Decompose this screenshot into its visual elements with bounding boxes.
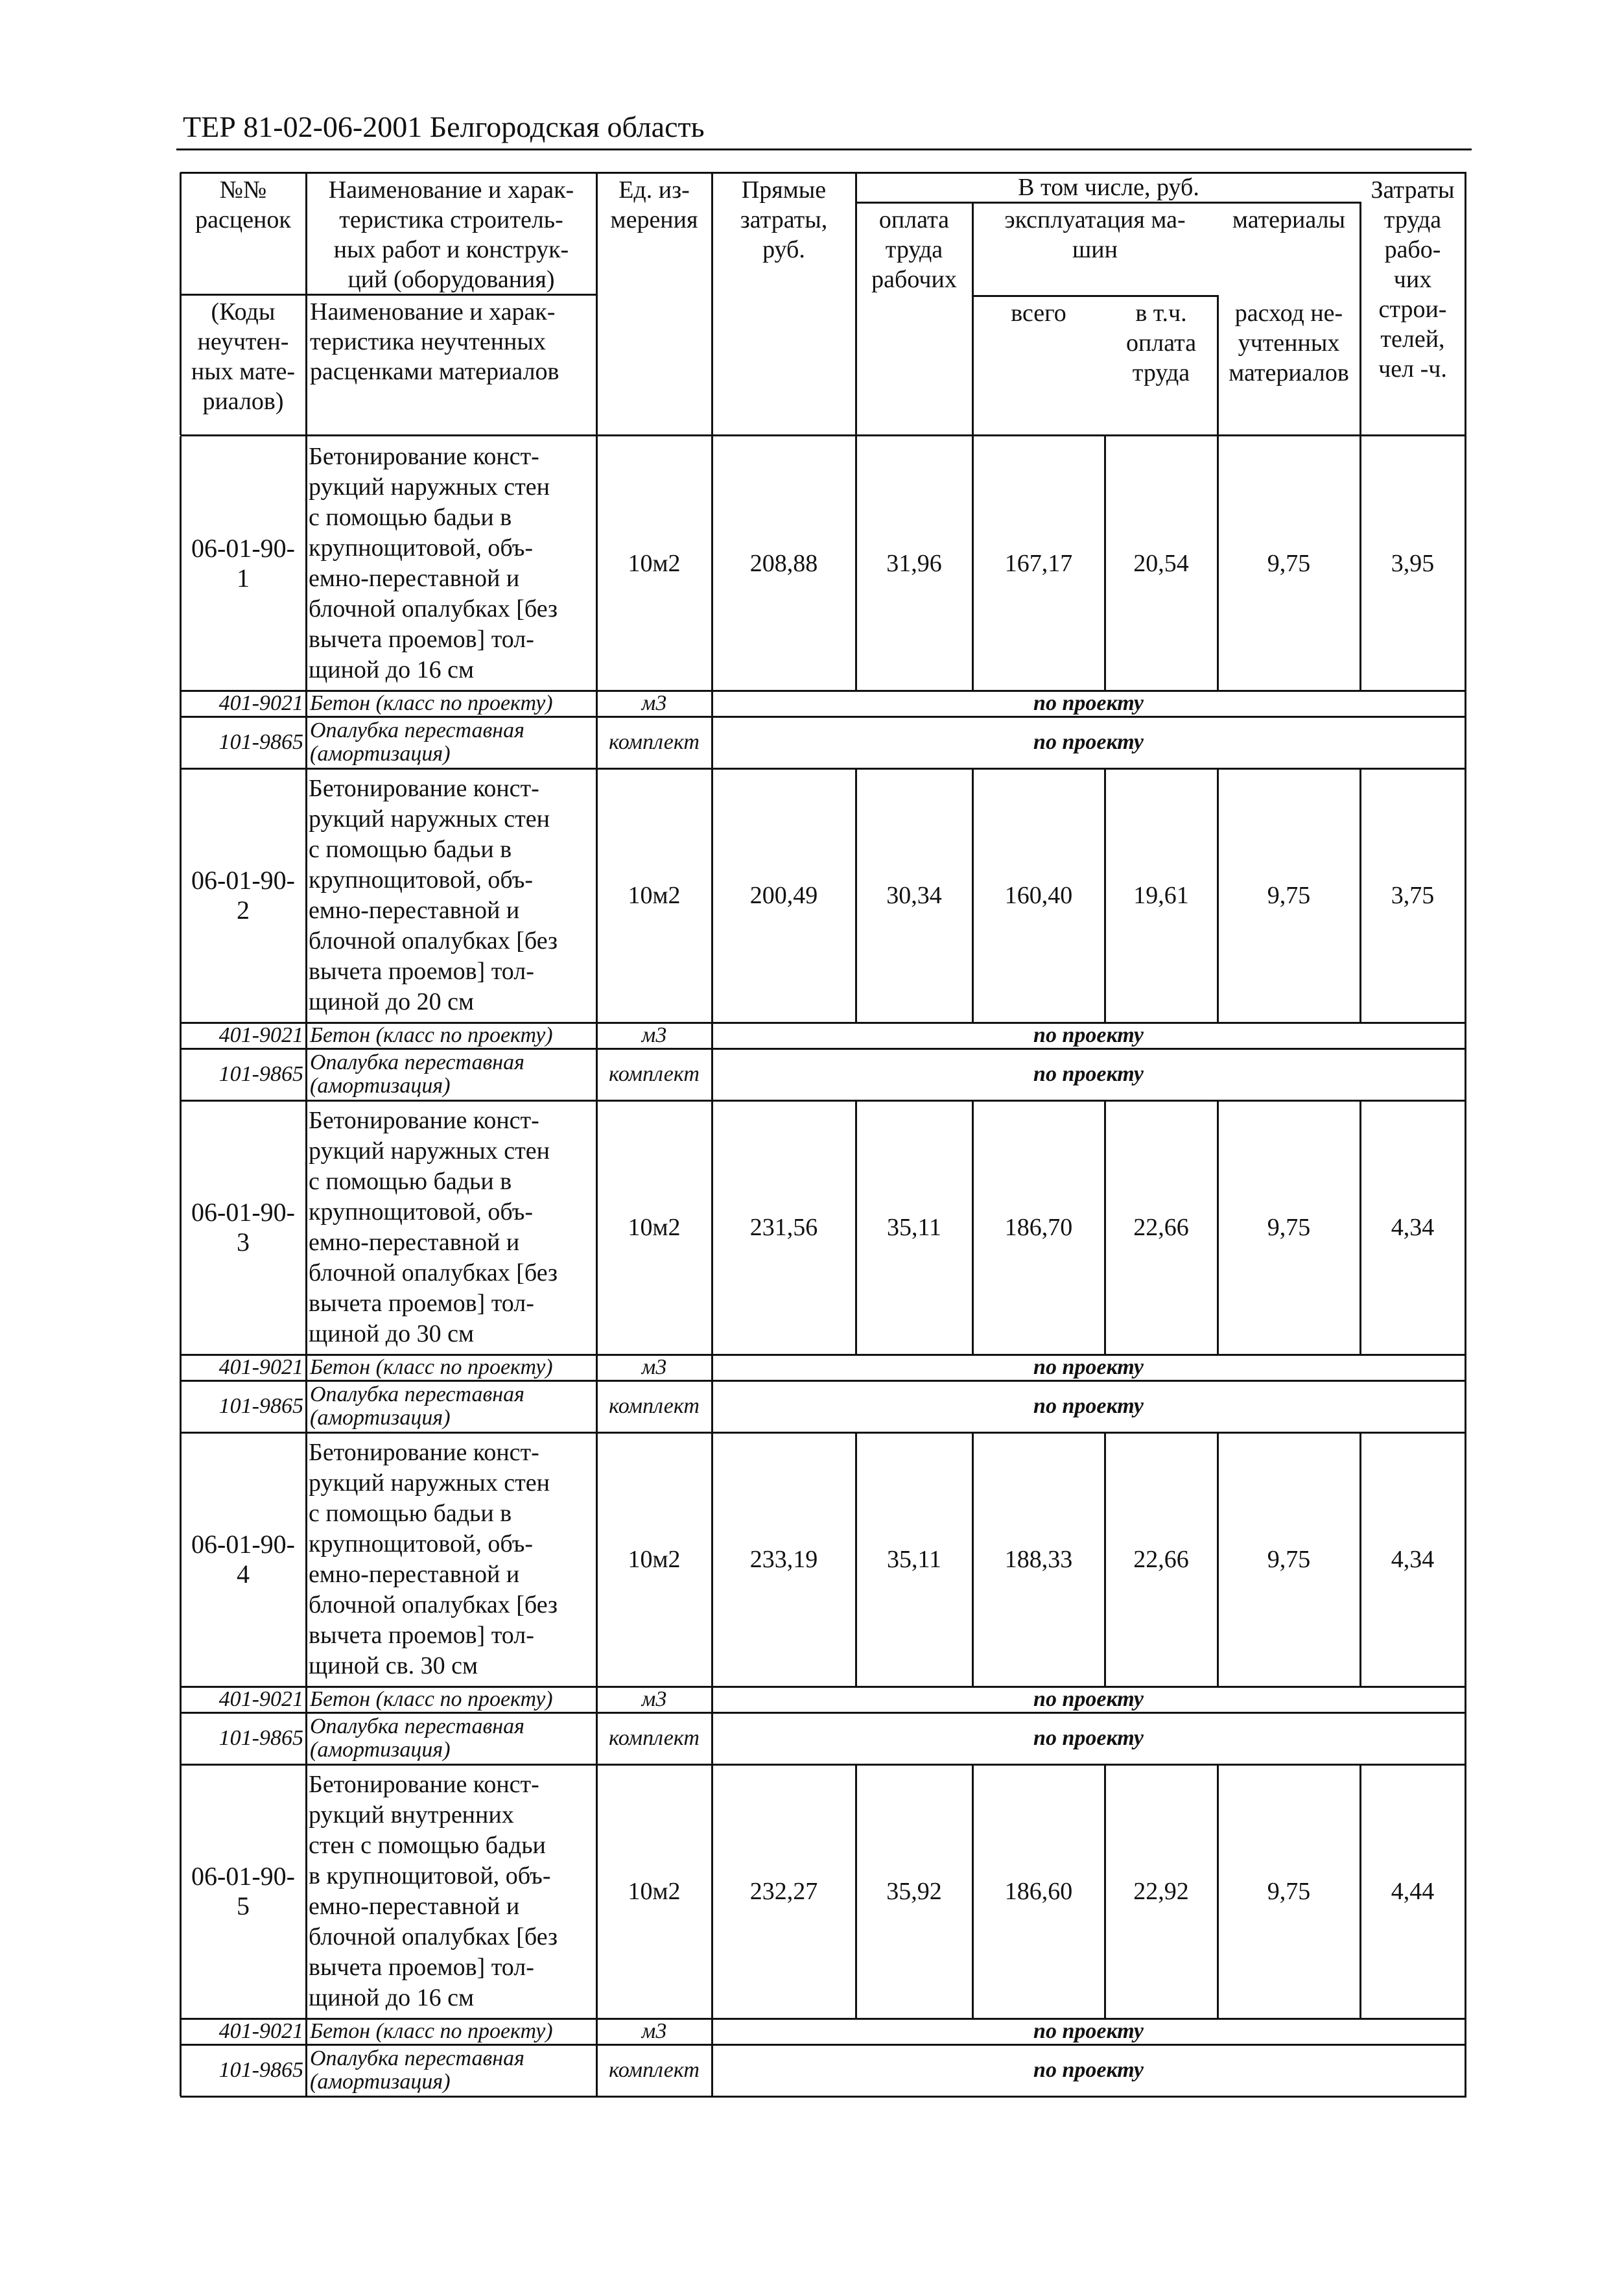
material-unit-text: комплект (609, 2058, 700, 2082)
rate-machines-wage (1105, 436, 1218, 691)
col-header-direct-cost-text: Прямые затраты, руб. (740, 176, 828, 263)
rate-code (180, 1764, 306, 2019)
material-unit (596, 716, 712, 768)
material-unit-text: комплект (609, 1062, 700, 1086)
material-value (712, 1023, 1465, 1048)
material-unit-text: м3 (641, 1687, 667, 1711)
rate-unit-text: 10м2 (628, 1878, 681, 1905)
rate-unit-text: 10м2 (628, 1546, 681, 1573)
rate-labor-wage-text: 31,96 (886, 550, 942, 577)
col-header-machines-wage (1105, 296, 1218, 435)
material-code (180, 1048, 306, 1100)
material-name (306, 691, 596, 716)
material-value-text: по проекту (1033, 730, 1144, 754)
col-header-labor-wage-text: оплата труда рабочих (871, 206, 957, 293)
rate-labor-wage (856, 1764, 972, 2019)
rate-labor-hours (1360, 1100, 1465, 1355)
col-header-machines-total-text: всего (1011, 300, 1066, 327)
rate-machines-wage-text: 20,54 (1133, 550, 1189, 577)
rate-machines-wage (1105, 768, 1218, 1023)
rate-description-text: Бетонирование конст- рукций наружных стен с помощью бадьи в крупнощитовой, объ- емно-переставной и блочной опалубках [без вычета проемов] тол- щиной до 30 см (309, 1107, 558, 1347)
material-code (180, 691, 306, 716)
material-name (306, 1355, 596, 1380)
row-divider (180, 2096, 1466, 2098)
rate-labor-wage-text: 35,92 (886, 1878, 942, 1905)
material-name (306, 2019, 596, 2044)
col-header-code-bottom-text: (Коды неучтен- ных мате- риалов) (191, 298, 296, 415)
rate-labor-wage-text: 35,11 (886, 1214, 942, 1241)
material-code (180, 1712, 306, 1764)
material-value-text: по проекту (1033, 1687, 1144, 1711)
rate-labor-wage (856, 436, 972, 691)
rate-unit-text: 10м2 (628, 550, 681, 577)
rate-machines-total-text: 160,40 (1004, 882, 1073, 909)
col-header-code-bottom (180, 294, 306, 435)
material-name-text: Опалубка переставная (амортизация) (310, 1382, 524, 1430)
rate-labor-hours-text: 3,75 (1391, 882, 1435, 909)
rate-unit-text: 10м2 (628, 882, 681, 909)
material-unit (596, 1712, 712, 1764)
rate-labor-wage (856, 1432, 972, 1687)
rate-machines-total-text: 186,70 (1004, 1214, 1073, 1241)
rate-direct-cost-text: 200,49 (749, 882, 818, 909)
rate-code-text: 06-01-90- 2 (191, 866, 295, 925)
rate-unit-text: 10м2 (628, 1214, 681, 1241)
material-code-text: 101-9865 (218, 1062, 303, 1086)
col-header-including-text: В том числе, руб. (1018, 174, 1199, 201)
col-header-machines-wage-text: в т.ч. оплата труда (1125, 300, 1197, 386)
material-name (306, 1712, 596, 1764)
rate-code-text: 06-01-90- 3 (191, 1198, 295, 1257)
material-unit (596, 1380, 712, 1432)
material-code-text: 101-9865 (218, 1394, 303, 1418)
rate-labor-wage-text: 30,34 (886, 882, 942, 909)
material-name (306, 1023, 596, 1048)
material-value-text: по проекту (1033, 1394, 1144, 1418)
material-name-text: Бетон (класс по проекту) (310, 1355, 553, 1379)
rate-description-text: Бетонирование конст- рукций наружных стен с помощью бадьи в крупнощитовой, объ- емно-переставной и блочной опалубках [без вычета проемов] тол- щиной св. 30 см (309, 1439, 558, 1679)
rate-labor-hours-text: 4,34 (1391, 1546, 1435, 1573)
rate-direct-cost (712, 1764, 856, 2019)
col-header-code (180, 172, 306, 294)
rate-description (306, 1432, 596, 1687)
material-name-text: Опалубка переставная (амортизация) (310, 718, 524, 766)
rate-materials-text: 9,75 (1267, 882, 1311, 909)
rate-machines-total-text: 186,60 (1004, 1878, 1073, 1905)
rate-materials (1218, 768, 1360, 1023)
col-header-unit (596, 172, 712, 435)
rate-labor-wage (856, 1100, 972, 1355)
material-value (712, 1712, 1465, 1764)
rate-description (306, 1764, 596, 2019)
material-code-text: 101-9865 (218, 730, 303, 754)
col-header-materials-unaccounted (1218, 296, 1360, 435)
material-code-text: 401-9021 (218, 1023, 303, 1047)
rate-labor-hours-text: 4,34 (1391, 1214, 1435, 1241)
material-value-text: по проекту (1033, 1355, 1144, 1379)
material-code-text: 401-9021 (218, 2019, 303, 2043)
material-unit (596, 2019, 712, 2044)
material-name-text: Опалубка переставная (амортизация) (310, 1050, 524, 1098)
material-unit-text: м3 (641, 1023, 667, 1047)
rate-materials (1218, 1432, 1360, 1687)
material-code-text: 101-9865 (218, 1726, 303, 1750)
rate-labor-hours-text: 4,44 (1391, 1878, 1435, 1905)
rate-machines-wage-text: 19,61 (1133, 882, 1189, 909)
rate-description (306, 768, 596, 1023)
material-code (180, 716, 306, 768)
material-unit (596, 1023, 712, 1048)
rate-description-text: Бетонирование конст- рукций внутренних стен с помощью бадьи в крупнощитовой, объ- емно-переставной и блочной опалубках [без вычета проемов] тол- щиной до 16 см (309, 1771, 558, 2011)
material-name-text: Бетон (класс по проекту) (310, 691, 553, 715)
material-value (712, 2019, 1465, 2044)
rate-code (180, 768, 306, 1023)
col-header-labor-wage (856, 202, 972, 435)
rate-machines-total (972, 1100, 1105, 1355)
material-unit (596, 691, 712, 716)
rate-labor-hours (1360, 768, 1465, 1023)
rate-direct-cost-text: 233,19 (749, 1546, 818, 1573)
material-name-text: Бетон (класс по проекту) (310, 1023, 553, 1047)
material-code (180, 2019, 306, 2044)
rate-code-text: 06-01-90- 5 (191, 1862, 295, 1921)
material-value-text: по проекту (1033, 1726, 1144, 1750)
rate-labor-hours (1360, 1764, 1465, 2019)
col-header-name-bottom-text: Наименование и харак- теристика неучтенных расценками материалов (310, 298, 559, 385)
material-unit (596, 2044, 712, 2096)
rate-labor-wage-text: 35,11 (886, 1546, 942, 1573)
rate-unit (596, 1100, 712, 1355)
material-value (712, 2044, 1465, 2096)
material-name-text: Опалубка переставная (амортизация) (310, 2046, 524, 2094)
material-value (712, 716, 1465, 768)
material-name (306, 716, 596, 768)
rate-unit (596, 768, 712, 1023)
col-header-materials (1218, 202, 1360, 296)
rate-unit (596, 436, 712, 691)
material-unit-text: комплект (609, 1726, 700, 1750)
rate-direct-cost (712, 1100, 856, 1355)
material-unit (596, 1355, 712, 1380)
col-header-labor-hours-text: Затраты труда рабо- чих строи- телей, чел -ч. (1371, 176, 1455, 383)
material-name-text: Бетон (класс по проекту) (310, 1687, 553, 1711)
rate-description-text: Бетонирование конст- рукций наружных стен с помощью бадьи в крупнощитовой, объ- емно-переставной и блочной опалубках [без вычета проемов] тол- щиной до 20 см (309, 775, 558, 1015)
rate-direct-cost (712, 768, 856, 1023)
rate-machines-total (972, 768, 1105, 1023)
rate-direct-cost (712, 436, 856, 691)
rate-machines-total (972, 1432, 1105, 1687)
rate-machines-wage-text: 22,66 (1133, 1546, 1189, 1573)
material-value (712, 1048, 1465, 1100)
material-code (180, 2044, 306, 2096)
rate-code (180, 1100, 306, 1355)
material-value-text: по проекту (1033, 691, 1144, 715)
rate-description (306, 436, 596, 691)
col-header-labor-hours (1360, 172, 1465, 435)
rate-description (306, 1100, 596, 1355)
material-value (712, 1355, 1465, 1380)
rate-machines-total-text: 167,17 (1004, 550, 1073, 577)
page-title: ТЕР 81-02-06-2001 Белгородская область (183, 110, 705, 143)
material-unit-text: м3 (641, 691, 667, 715)
material-name (306, 1380, 596, 1432)
material-value-text: по проекту (1033, 2019, 1144, 2043)
rate-machines-wage-text: 22,92 (1133, 1878, 1189, 1905)
rate-machines-total (972, 1764, 1105, 2019)
rate-materials-text: 9,75 (1267, 550, 1311, 577)
material-unit-text: м3 (641, 1355, 667, 1379)
material-unit-text: комплект (609, 1394, 700, 1418)
col-header-machines (972, 202, 1218, 296)
rate-machines-wage (1105, 1100, 1218, 1355)
col-header-materials-unaccounted-text: расход не- учтенных материалов (1229, 300, 1349, 386)
material-code-text: 401-9021 (218, 1687, 303, 1711)
material-unit-text: комплект (609, 730, 700, 754)
rate-code (180, 1432, 306, 1687)
material-name-text: Опалубка переставная (амортизация) (310, 1714, 524, 1762)
col-header-machines-text: эксплуатация ма- шин (1004, 206, 1186, 263)
rate-code-text: 06-01-90- 4 (191, 1530, 295, 1589)
rate-machines-wage (1105, 1764, 1218, 2019)
material-code (180, 1687, 306, 1712)
material-name (306, 1048, 596, 1100)
material-name (306, 2044, 596, 2096)
material-value (712, 1380, 1465, 1432)
rate-code-text: 06-01-90- 1 (191, 534, 295, 593)
material-value (712, 1687, 1465, 1712)
material-code (180, 1023, 306, 1048)
material-name-text: Бетон (класс по проекту) (310, 2019, 553, 2043)
col-header-materials-text: материалы (1232, 206, 1346, 233)
col-header-code-text: №№ расценок (195, 176, 291, 233)
rate-materials-text: 9,75 (1267, 1878, 1311, 1905)
material-name (306, 1687, 596, 1712)
col-header-direct-cost (712, 172, 856, 435)
rate-labor-hours-text: 3,95 (1391, 550, 1435, 577)
col-header-name-text: Наименование и харак- теристика строитель- ных работ и конструк- ций (оборудования) (328, 176, 574, 293)
rate-materials-text: 9,75 (1267, 1214, 1311, 1241)
col-header-name-bottom (306, 294, 596, 435)
material-value-text: по проекту (1033, 1023, 1144, 1047)
rate-materials-text: 9,75 (1267, 1546, 1311, 1573)
rate-unit (596, 1764, 712, 2019)
material-unit-text: м3 (641, 2019, 667, 2043)
rate-materials (1218, 1764, 1360, 2019)
rate-materials (1218, 1100, 1360, 1355)
material-value-text: по проекту (1033, 1062, 1144, 1086)
material-code-text: 101-9865 (218, 2058, 303, 2082)
rate-machines-wage (1105, 1432, 1218, 1687)
col-header-machines-total (972, 296, 1105, 435)
rate-direct-cost (712, 1432, 856, 1687)
rate-materials (1218, 436, 1360, 691)
rate-direct-cost-text: 232,27 (749, 1878, 818, 1905)
material-code (180, 1355, 306, 1380)
rate-direct-cost-text: 231,56 (749, 1214, 818, 1241)
rate-code (180, 436, 306, 691)
material-code (180, 1380, 306, 1432)
material-unit (596, 1048, 712, 1100)
rate-machines-total-text: 188,33 (1004, 1546, 1073, 1573)
material-code-text: 401-9021 (218, 1355, 303, 1379)
col-header-unit-text: Ед. из- мерения (610, 176, 698, 233)
material-unit (596, 1687, 712, 1712)
rate-direct-cost-text: 208,88 (749, 550, 818, 577)
rate-labor-wage (856, 768, 972, 1023)
material-code-text: 401-9021 (218, 691, 303, 715)
col-header-including (856, 172, 1361, 202)
rate-machines-wage-text: 22,66 (1133, 1214, 1189, 1241)
rate-machines-total (972, 436, 1105, 691)
rate-unit (596, 1432, 712, 1687)
rate-labor-hours (1360, 1432, 1465, 1687)
material-value (712, 691, 1465, 716)
rate-description-text: Бетонирование конст- рукций наружных стен с помощью бадьи в крупнощитовой, объ- емно-переставной и блочной опалубках [без вычета проемов] тол- щиной до 16 см (309, 443, 558, 683)
material-value-text: по проекту (1033, 2058, 1144, 2082)
rate-labor-hours (1360, 436, 1465, 691)
col-header-name (306, 172, 596, 294)
